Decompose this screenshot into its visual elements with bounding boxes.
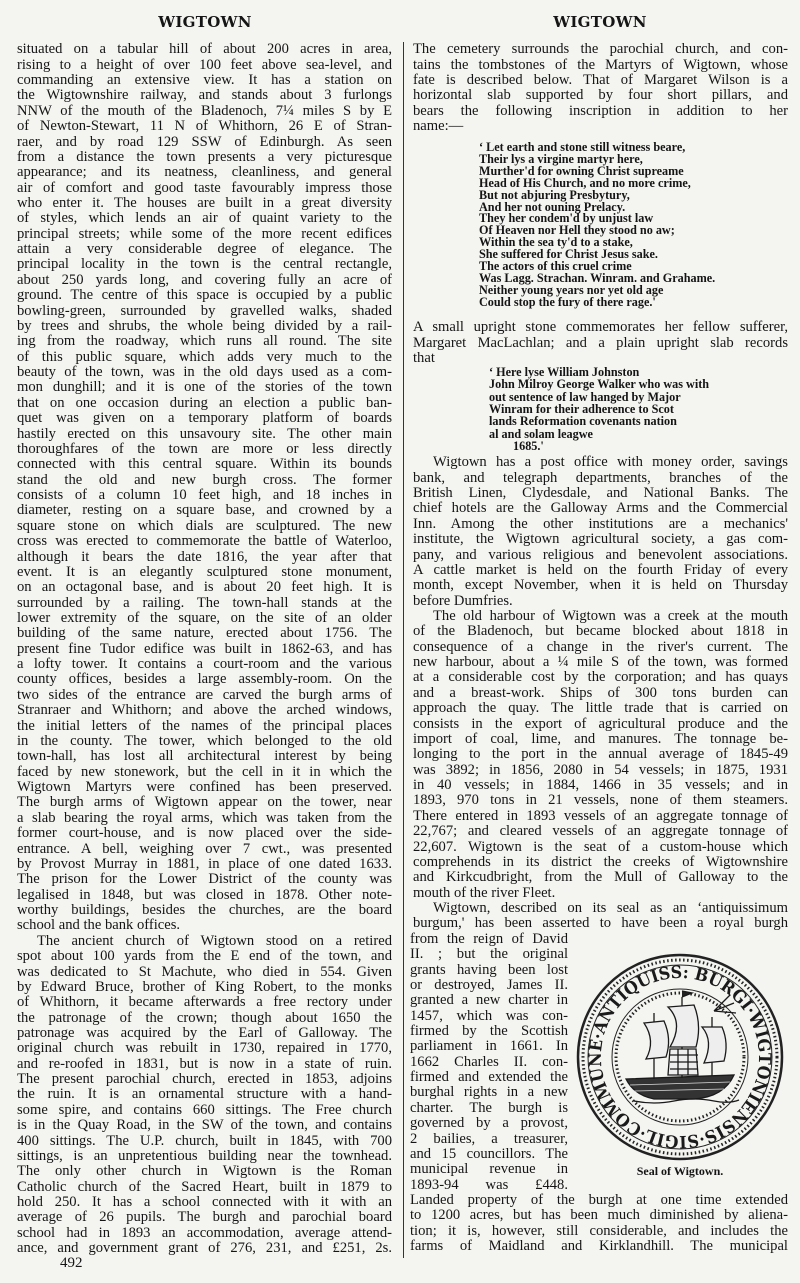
text-line: entrance. A bell, weighing over 7 cwt., was presented: [17, 840, 392, 857]
text-line: A cattle market is held on the fourth Friday of every: [413, 561, 788, 578]
text-line: average of 26 pupils. The burgh and parochial board: [17, 1209, 392, 1226]
text-line: British Linen, Clydesdale, and National Banks. The: [413, 485, 788, 502]
text-line: event. It is an elegantly sculptured stone monument,: [17, 563, 392, 580]
text-line: the Wigtownshire railway, and stands about 3 furlongs: [17, 87, 392, 104]
text-line: school had in 1893 an accommodation, average attend-: [17, 1224, 392, 1241]
inscription-line: out sentence of law hanged by Major: [489, 389, 681, 404]
inscription-line: But not abjuring Presbytury,: [479, 187, 630, 202]
text-line: The old harbour of Wigtown was a creek at the mouth: [433, 608, 788, 624]
text-line: chief hotels are the Galloway Arms and the Commercial: [413, 500, 788, 517]
text-line: school and the bank offices.: [17, 917, 181, 934]
text-line: connected with this central square. Within its bounds: [17, 456, 392, 473]
text-line: principal streets; while some of the more recent edifices: [17, 225, 392, 242]
text-line: ground. The centre of this space is occupied by a public: [17, 287, 392, 304]
text-line: Wigtown Martyrs were confined has been preserved.: [17, 779, 392, 796]
text-line: ing from the roadway, which runs all round. The site: [17, 333, 392, 350]
text-line: legalised in 1848, but was closed in 1878. Other note-: [17, 886, 392, 903]
text-line: faced by new stonework, but the cell in it in which the: [17, 763, 392, 780]
seal-of-wigtown-image: [574, 951, 786, 1163]
inscription-line: Neither young years nor yet old age: [479, 282, 664, 297]
text-line: granted a new charter in: [410, 992, 568, 1009]
text-line: firmed by the Scottish: [410, 1022, 568, 1039]
text-line: sittings, is an unpretentious building near the townhead.: [17, 1147, 392, 1164]
text-line: some spire, and contains 660 sittings. The Free church: [17, 1101, 392, 1118]
text-line: mouth of the river Fleet.: [413, 884, 556, 901]
text-line: commanding an extensive view. It has a station on: [17, 72, 392, 89]
text-line: consists in the export of agricultural produce and the: [413, 715, 788, 732]
text-line: although it bears the date 1816, the year after that: [17, 548, 392, 565]
text-line: of styles, which lends an air of quaint variety to the: [17, 210, 392, 227]
text-line: surrounded by a railing. The town-hall stands at the: [17, 594, 392, 611]
inscription-line: They her condem'd by unjust law: [479, 211, 654, 226]
text-line: municipal revenue in: [410, 1161, 568, 1178]
text-line: and Kirkcudbright, from the Mull of Galloway to the: [413, 869, 788, 886]
text-line: comprehends in its district the creeks of Wigtownshire: [413, 853, 788, 870]
text-line: approach the quay. The little trade that is carried on: [413, 700, 788, 717]
inscription-line: Could stop the fury of there rage.': [479, 294, 656, 309]
text-line: principal locality in the town is the central rectangle,: [17, 256, 392, 273]
text-line: former court-house, and is now placed over the side-: [17, 825, 392, 842]
text-line: of Whithorn, it became afterwards a free rectory under: [17, 994, 392, 1011]
column-divider: [403, 42, 404, 1258]
text-line: the ruin. It is an ornamental structure with a hand-: [17, 1086, 392, 1103]
text-line: consists of a column 10 feet high, and 18 inches in: [17, 487, 392, 504]
text-line: A small upright stone commemorates her fellow sufferer,: [413, 319, 788, 336]
inscription-line: She suffered for Christ Jesus sake.: [479, 247, 658, 262]
text-line: horizontal slab supported by four short pillars, and: [413, 87, 788, 104]
text-line: 2 bailies, a treasurer,: [410, 1130, 568, 1147]
text-line: longing to the port in the annual average of 1845-49: [413, 746, 788, 763]
text-line: town-hall, has lost all architectural interest by being: [17, 748, 392, 765]
text-line: attain a very considerable degree of elegance. The: [17, 241, 392, 258]
inscription-line: Head of His Church, and no more crime,: [479, 175, 691, 190]
text-line: in 40 vessels; in 1884, 1466 in 35 vessels; and in: [413, 777, 788, 794]
text-line: charter. The burgh is: [410, 1099, 568, 1116]
text-line: beauty of the town, was in the old days used as a com-: [17, 364, 392, 381]
text-line: from a distance the town presents a very picturesque: [17, 148, 392, 165]
inscription-line: ‘ Let earth and stone still witness beare,: [479, 140, 686, 154]
inscription-line: John Milroy George Walker who was with: [489, 377, 710, 392]
text-line: was dedicated to St Machute, who died in 554. Given: [17, 963, 392, 980]
text-line: by Provost Murray in 1881, in place of one dated 1633.: [17, 855, 392, 872]
text-line: grants having been lost: [410, 961, 568, 978]
text-line: the patronage of the crown; though about 1650 the: [17, 1009, 392, 1026]
text-line: 1893-94 was £448.: [410, 1176, 568, 1193]
inscription-line: lands Reformation covenants nation: [489, 414, 677, 429]
text-line: hastily erected on this unsavoury site. The other main: [17, 425, 392, 442]
text-line: 22,767; and cleared vessels of an aggregate tonnage of: [413, 823, 788, 840]
text-line: two sides of the entrance are carved the burgh arms of: [17, 686, 392, 703]
ship-icon: [626, 991, 739, 1103]
text-line: The prison for the Lower District of the county was: [17, 871, 392, 888]
text-line: county offices, besides a large assembly-room. On the: [17, 671, 392, 688]
text-line: of the Bladenoch, but became blocked about 1818 in: [413, 623, 788, 640]
text-line: NNW of the mouth of the Bladenoch, 7¼ miles S by E: [17, 102, 392, 119]
text-line: building of the same nature, erected about 1756. The: [17, 625, 392, 642]
seal-caption: Seal of Wigtown.: [636, 1164, 724, 1178]
text-line: from the reign of David: [410, 930, 568, 947]
text-line: at a considerable cost by the corporation; and has quays: [413, 669, 788, 686]
text-line: fate is described below. That of Margaret Wilson is a: [413, 72, 788, 89]
text-line: The cemetery surrounds the parochial church, and con-: [413, 41, 788, 58]
text-line: square stone on which dials are sculptured. The new: [17, 517, 392, 534]
text-line: parliament in 1661. In: [410, 1038, 568, 1055]
text-line: Wigtown has a post office with money order, savings: [433, 454, 788, 471]
text-line: tion; it is, however, still considerable, and includes the: [410, 1222, 788, 1239]
text-line: cross was erected to commemorate the battle of Waterloo,: [17, 533, 392, 550]
text-line: of Newton-Stewart, 11 N of Whithorn, 26 E of Stran-: [17, 118, 392, 135]
text-line: Landed property of the burgh at one time extended: [410, 1192, 788, 1209]
text-line: The present parochial church, erected in 1853, adjoins: [17, 1071, 392, 1088]
text-line: thoroughfares of the town are more or less directly: [17, 440, 392, 457]
text-line: The ancient church of Wigtown stood on a retired: [37, 932, 392, 949]
text-line: hold 250. It has a school connected with it with an: [17, 1194, 392, 1211]
text-line: lower extremity of the square, on the site of an older: [17, 609, 392, 626]
running-header-right: WIGTOWN: [553, 13, 647, 31]
text-line: stand the old and new burgh cross. The former: [17, 471, 392, 488]
text-line: raer, and by road 129 SSW of Edinburgh. As seen: [17, 133, 392, 150]
text-line: present fine Tudor edifice was built in 1862-63, and has: [17, 640, 392, 657]
text-line: bowling-green, surrounded by gravelled walks, shaded: [17, 302, 392, 319]
text-line: name:—: [413, 118, 464, 135]
text-line: mon dunghill; and it is one of the stories of the town: [17, 379, 392, 396]
text-line: The only other church in Wigtown is the Roman: [17, 1163, 392, 1180]
text-line: original church was rebuilt in 1730, repaired in 1770,: [17, 1040, 392, 1057]
inscription-line: The actors of this cruel crime: [479, 259, 632, 273]
inscription-line: 1685.': [513, 438, 544, 453]
inscription-line: al and solam leagwe: [489, 426, 593, 441]
text-line: who enter it. The houses are built in a great diversity: [17, 195, 392, 211]
text-line: import of coal, lime, and manures. The tonnage be-: [413, 730, 788, 747]
text-line: 1457, which was con-: [410, 1007, 568, 1024]
text-line: bears the following inscription in addition to her: [413, 102, 788, 119]
text-line: by Edward Bruce, brother of King Robert, to the monks: [17, 978, 392, 995]
inscription-line: Was Lagg. Strachan. Winram. and Grahame.: [479, 270, 716, 285]
page-number: 492: [60, 1255, 83, 1271]
text-line: and re-roofed in 1831, but is now in a state of ruin.: [17, 1055, 392, 1072]
text-line: 1893, 970 tons in 21 vessels, none of them steamers.: [413, 792, 788, 809]
inscription-line: And her not ouning Prelacy.: [479, 199, 626, 214]
text-line: quet was given on a temporary platform of boards: [17, 410, 392, 427]
text-line: The burgh arms of Wigtown appear on the tower, near: [17, 794, 392, 811]
text-line: before Dumfries.: [413, 592, 513, 609]
inscription-line: ‘ Here lyse William Johnston: [489, 365, 640, 379]
text-line: governed by a provost,: [410, 1115, 568, 1132]
text-line: appearance; and its neatness, cleanliness, and general: [17, 164, 392, 181]
text-line: spot about 100 yards from the E end of the town, and: [17, 948, 392, 965]
inscription-line: Their lys a virgine martyr here,: [479, 151, 643, 166]
text-line: ance, and government grant of 276, 231, and £251, 2s.: [17, 1240, 392, 1257]
text-line: There entered in 1893 vessels of an aggregate tonnage of: [413, 807, 788, 824]
text-line: and 15 councillors. The: [410, 1145, 568, 1162]
text-line: month, except November, when it is held on Thursday: [413, 577, 788, 594]
text-line: and a breast-work. Ships of 300 tons burden can: [413, 684, 788, 701]
running-header-left: WIGTOWN: [158, 13, 252, 31]
text-line: II. ; but the original: [410, 946, 568, 963]
text-line: Wigtown, described on its seal as an ‘antiquissimum: [433, 900, 788, 917]
text-line: a slab bearing the royal arms, which was taken from the: [17, 809, 392, 826]
text-line: that on one occasion during an election a public ban-: [17, 394, 392, 411]
text-line: was 3892; in 1856, 2080 in 54 vessels; in 1875, 1931: [413, 761, 788, 778]
text-line: a lofty tower. It contains a court-room and the various: [17, 656, 392, 673]
text-line: or destroyed, James II.: [410, 976, 568, 993]
text-line: pany, and various religious and benevolent associations.: [413, 546, 788, 563]
text-line: Catholic church of the Sacred Heart, built in 1879 to: [17, 1178, 392, 1195]
text-line: new harbour, about a ¼ mile S of the town, was formed: [413, 654, 788, 671]
text-line: consequence of a change in the river's current. The: [413, 638, 788, 655]
text-line: Margaret MacLachlan; and a plain upright slab records: [413, 334, 788, 351]
text-line: of this public square, which adds very much to the: [17, 348, 392, 365]
text-line: in the county. The tower, which belonged to the old: [17, 732, 392, 749]
text-line: worthy buildings, besides the churches, are the board: [17, 902, 392, 919]
text-line: situated on a tabular hill of about 200 acres in area,: [17, 41, 392, 58]
text-line: patronage was acquired by the Earl of Galloway. The: [17, 1024, 392, 1041]
text-line: burgum,' has been asserted to have been a royal burgh: [413, 915, 788, 932]
text-line: rising to a height of over 100 feet above sea-level, and: [17, 56, 392, 73]
text-line: bank, and telegraph departments, branches of the: [413, 469, 788, 486]
text-line: is in the Quay Road, in the SW of the town, and contains: [17, 1117, 392, 1134]
text-line: the initial letters of the names of the principal places: [17, 717, 392, 734]
text-line: that: [413, 350, 435, 367]
inscription-line: Winram for their adherence to Scot: [489, 401, 674, 416]
text-line: firmed and extended the: [410, 1069, 568, 1086]
inscription-line: Murther'd for owning Christ supreame: [479, 163, 684, 178]
text-line: by trees and shrubs, the whole being divided by a rail-: [17, 317, 392, 334]
text-line: on an octagonal base, and is about 20 feet high. It is: [17, 579, 392, 596]
text-line: about 250 yards long, and covering fully an acre of: [17, 271, 392, 288]
text-line: tains the tombstones of the Martyrs of Wigtown, whose: [413, 56, 788, 73]
text-line: air of comfort and good taste favourably impress those: [17, 179, 392, 196]
text-line: Inn. Among the other institutions are a mechanics': [413, 515, 788, 532]
text-line: to 1200 acres, but has been much diminished by aliena-: [410, 1207, 788, 1224]
text-line: 400 sittings. The U.P. church, built in 1845, with 700: [17, 1132, 392, 1149]
text-line: farms of Maidland and Kirklandhill. The municipal: [410, 1238, 788, 1255]
text-line: institute, the Wigtown agricultural society, a gas com-: [413, 531, 788, 548]
inscription-line: Of Heaven nor Hell they stood no aw;: [479, 223, 675, 238]
text-line: diameter, resting on a square base, and crowned by a: [17, 502, 392, 519]
text-line: Stranraer and Whithorn; and above the arched windows,: [17, 702, 392, 719]
inscription-line: Within the sea ty'd to a stake,: [479, 235, 633, 250]
seal-legend: BURGI·WIGTONIENSIS·SIGIL·COMMUNE·ANTIQUISS:: [585, 962, 775, 1152]
text-line: 1662 Charles II. con-: [410, 1053, 568, 1070]
text-line: 22,607. Wigtown is the seat of a custom-house which: [413, 838, 788, 855]
text-line: burghal rights in a new: [410, 1084, 568, 1101]
